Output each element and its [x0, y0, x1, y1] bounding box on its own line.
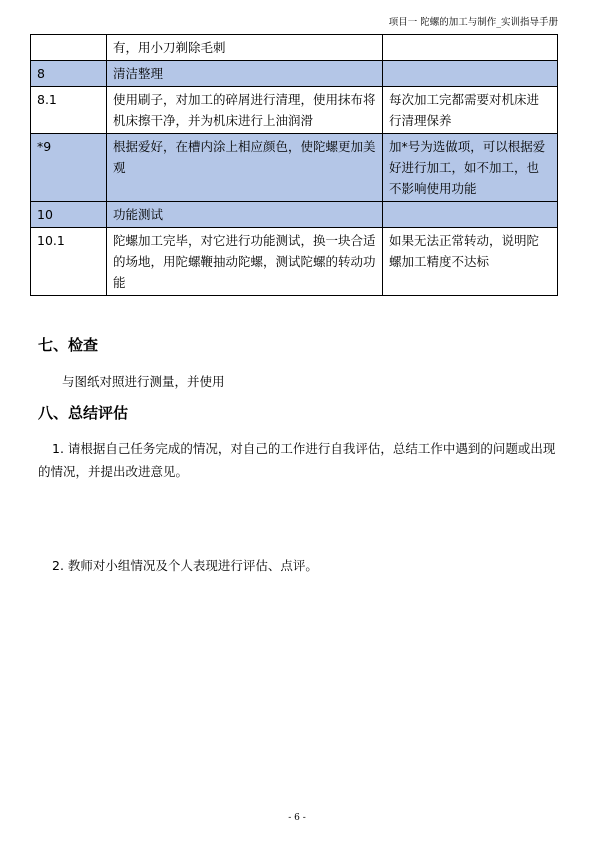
step-content-cell: 陀螺加工完毕，对它进行功能测试，换一块合适的场地，用陀螺鞭抽动陀螺，测试陀螺的转动功能 [107, 228, 383, 296]
section-8-item-2: 2. 教师对小组情况及个人表现进行评估、点评。 [52, 558, 318, 573]
step-content-cell: 根据爱好，在槽内涂上相应颜色，使陀螺更加美观 [107, 134, 383, 202]
section-7-text: 与图纸对照进行测量，并使用 [62, 374, 225, 389]
step-note-cell [383, 202, 558, 228]
step-number-cell: 8 [31, 61, 107, 87]
step-note-cell: 加*号为选做项，可以根据爱好进行加工，如不加工，也不影响使用功能 [383, 134, 558, 202]
section-8-title: 八、总结评估 [38, 404, 129, 422]
step-content-cell: 有，用小刀剃除毛刺 [107, 35, 383, 61]
section-8-item-1: 1. 请根据自己任务完成的情况，对自己的工作进行自我评估，总结工作中遇到的问题或出现的情况，并提出改进意见。 [38, 441, 556, 479]
table-row [31, 61, 558, 87]
table-row [31, 202, 558, 228]
table-row [31, 228, 558, 296]
table-row [31, 134, 558, 202]
step-note-cell: 每次加工完都需要对机床进行清理保养 [383, 87, 558, 134]
step-content-cell: 使用刷子，对加工的碎屑进行清理，使用抹布将机床擦干净，并为机床进行上油润滑 [107, 87, 383, 134]
section-7-title: 七、检查 [38, 336, 99, 354]
step-number-cell: 10.1 [31, 228, 107, 296]
table-row [31, 87, 558, 134]
step-number-cell: 8.1 [31, 87, 107, 134]
step-number-cell: *9 [31, 134, 107, 202]
table-row [31, 35, 558, 61]
step-content-cell: 清洁整理 [107, 61, 383, 87]
page-header [30, 0, 558, 35]
step-note-cell: 如果无法正常转动，说明陀螺加工精度不达标 [383, 228, 558, 296]
steps-table [30, 34, 558, 296]
step-number-cell: 10 [31, 202, 107, 228]
step-number-cell [31, 35, 107, 61]
step-note-cell [383, 35, 558, 61]
step-content-cell: 功能测试 [107, 202, 383, 228]
header-title: 项目一 陀螺的加工与制作_实训指导手册 [388, 17, 558, 28]
step-note-cell [383, 61, 558, 87]
page-number: - 6 - [288, 813, 306, 823]
